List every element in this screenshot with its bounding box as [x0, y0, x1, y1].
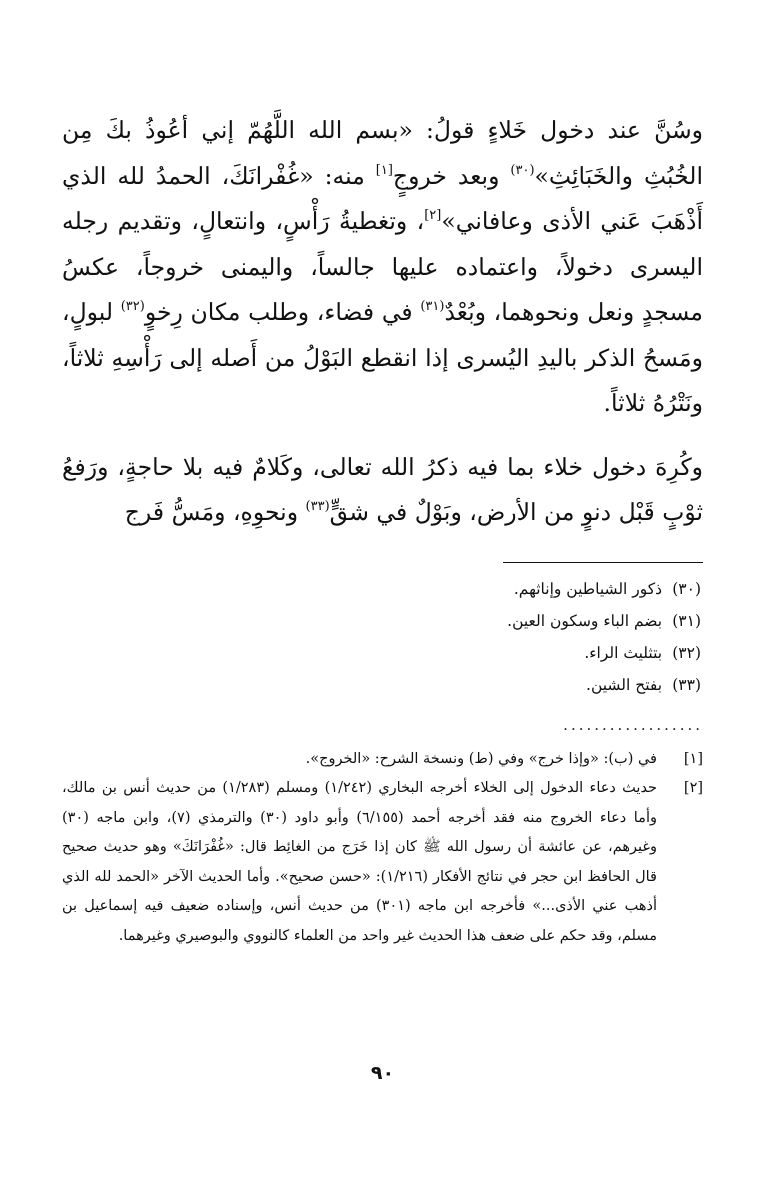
- footnote-number: (٣٠): [672, 579, 701, 598]
- footnote-item: [62, 637, 703, 669]
- footnote-text: ذكور الشياطين وإناثهم.: [513, 579, 663, 598]
- text-segment: ، وتغطيةُ رَأْسٍ، وانتعالٍ، وتقديم رجله اليسرى دخولاً، واعتماده عليها جالساً، واليمنى خروجاً، عكسُ مسجدٍ ونعل ونحوهما، وبُعْدٌ: [62, 207, 703, 326]
- main-paragraph-2: [62, 445, 703, 536]
- page-number: ٩٠: [370, 1062, 395, 1084]
- text-segment: وسُنَّ عند دخول خَلاءٍ قولُ: «بسم الله اللَّهُمّ إني أعُوذُ بكَ مِن الخُبُثِ والخَبَائِثِ»: [62, 116, 703, 190]
- main-text: [62, 108, 703, 536]
- editor-note-number: [٢]: [683, 780, 704, 796]
- footnote-text: بضم الباء وسكون العين.: [507, 611, 663, 630]
- main-paragraph-1: [62, 108, 703, 427]
- editor-note-item: [62, 774, 703, 951]
- footnote-ref-32: (٣٢): [120, 299, 145, 314]
- text-segment: وكُرِهَ دخول خلاء بما فيه ذكرُ الله تعالى، وكَلامٌ فيه بلا حاجةٍ، ورَفعُ ثوْبٍ قَبْل دنوٍ من الأرض، وبَوْلٌ في شقٍّ: [62, 452, 703, 526]
- footnote-number: (٣٣): [672, 675, 701, 694]
- text-segment: لبولٍ، ومَسحُ الذكر باليدِ اليُسرى إذا انقطع البَوْلُ من أَصله إلى رَأْسِهِ ثلاثاً، ونَتْرُهُ ثلاثاً.: [62, 298, 703, 417]
- footnote-item: [62, 573, 703, 605]
- footnote-ref-30: (٣٠): [510, 162, 535, 178]
- footnote-item: [62, 605, 703, 637]
- edit-ref-2: [٢]: [424, 208, 442, 223]
- footnote-number: (٣٢): [672, 643, 701, 662]
- editor-note-text: حديث دعاء الدخول إلى الخلاء أخرجه البخاري (١/٢٤٢) ومسلم (١/٢٨٣) من حديث أنس بن مالك، وأما دعاء الخروج منه فقد أخرجه أحمد (٦/١٥٥) وأبو داود (٣٠) والترمذي (٧)، وابن ماجه (٣٠) وغيرهم، عن عائشة أن رسول الله ﷺ كان إذا خَرَج من الغائِط قال: «غُفْرَانَكَ» وهو حديث صحيح قال الحافظ ابن حجر في نتائج الأفكار (١/٢١٦): «حسن صحيح». وأما الحديث الآخر «الحمد لله الذي أذهب عني الأذى...» فأخرجه ابن ماجه (٣٠١) من حديث أنس، وإسناده ضعيف فيه إسماعيل بن مسلم، وقد حكم على ضعف هذا الحديث غير واحد من العلماء كالنووي والبوصيري وغيرهما.: [62, 780, 658, 944]
- footnote-text: بفتح الشين.: [586, 675, 663, 694]
- dotted-separator: ..................: [563, 715, 703, 734]
- footnote-item: [62, 669, 703, 701]
- footnote-ref-33: (٣٣): [305, 499, 330, 514]
- footnotes-list: [62, 573, 703, 701]
- footnote-ref-31: (٣١): [420, 299, 445, 314]
- edit-ref-1: [١]: [375, 162, 393, 178]
- text-segment: في فضاء، وطلب مكان رِخوٍ: [144, 298, 421, 326]
- text-segment: وبعد خروجٍ: [392, 161, 511, 190]
- text-segment: ونحوِهِ، ومَسُّ فَرج: [124, 498, 306, 526]
- editor-note-text: في (ب): «وإذا خرج» وفي (ط) ونسخة الشرح: «الخروج».: [305, 750, 657, 767]
- editor-notes-list: [62, 745, 703, 952]
- footnote-divider: [503, 562, 703, 563]
- editor-note-item: [62, 745, 703, 775]
- editor-note-number: [١]: [683, 750, 703, 767]
- text-segment: منه: «غُفْرانَكَ، الحمدُ لله الذي أَذْهَبَ عَني الأذى وعافاني»: [62, 161, 703, 235]
- footnote-text: بتثليث الراء.: [584, 643, 663, 662]
- book-page: [62, 108, 703, 1191]
- footnote-number: (٣١): [672, 611, 701, 630]
